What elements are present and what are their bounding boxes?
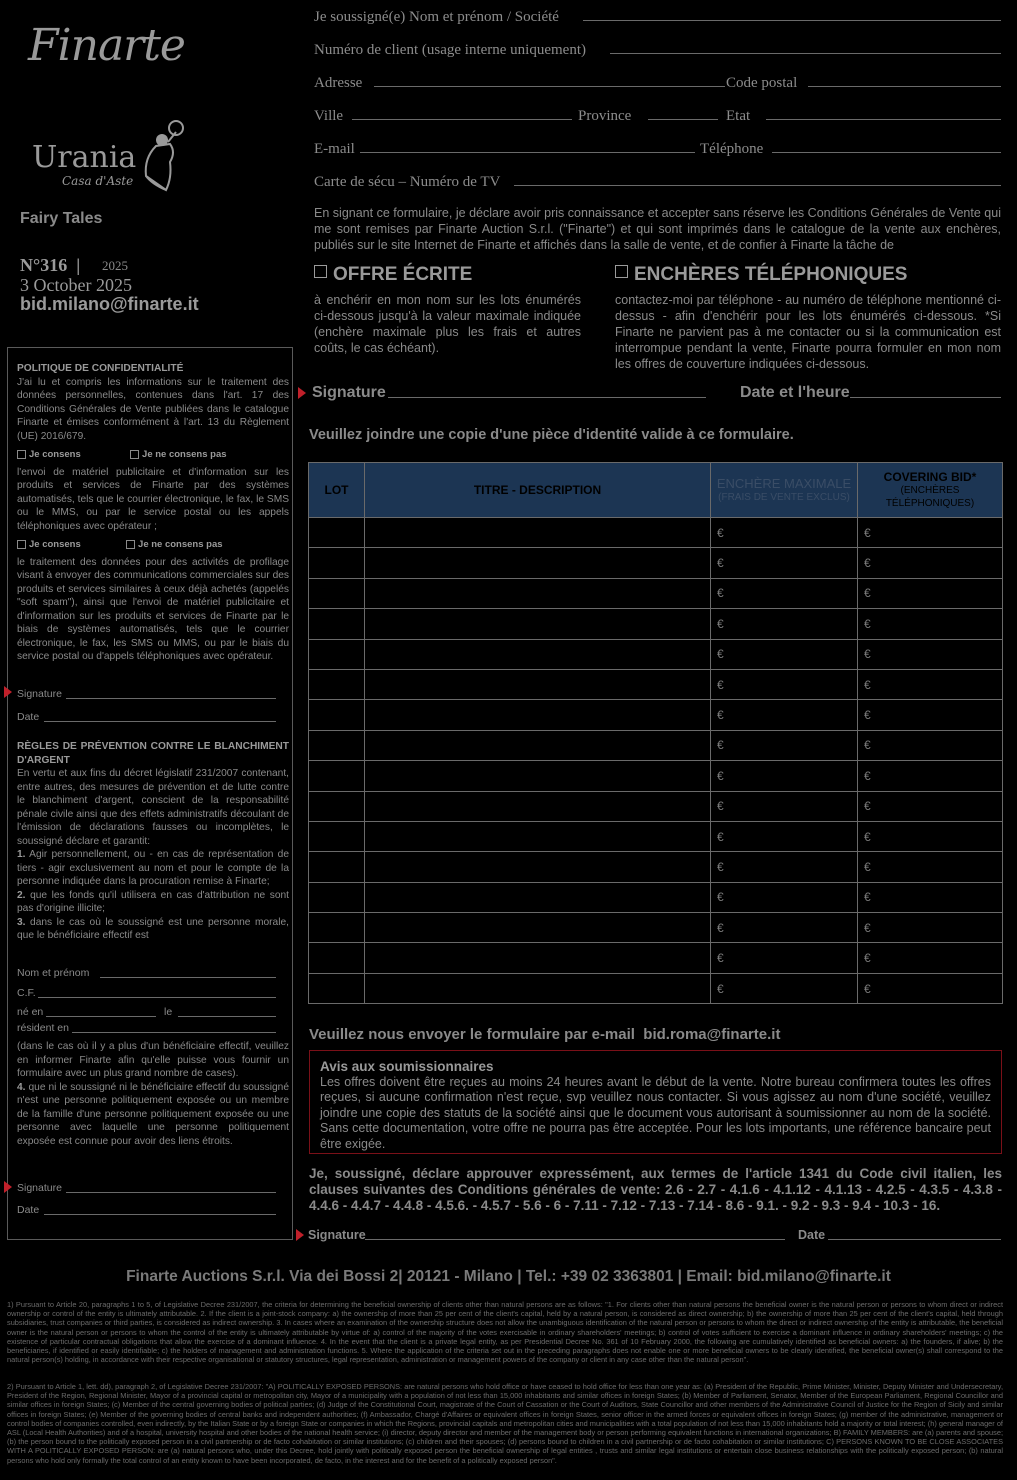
bid-row: [309, 791, 1003, 821]
bid-row: [309, 700, 1003, 730]
beneficiary-name-field[interactable]: [100, 977, 276, 978]
description-cell[interactable]: [365, 609, 711, 639]
covering-bid-cell[interactable]: €: [858, 730, 1003, 760]
bid-row: [309, 882, 1003, 912]
email-label: E-mail: [314, 141, 355, 157]
id-note: Veuillez joindre une copie d'une pièce d'identité valide à ce formulaire.: [309, 427, 794, 443]
description-cell[interactable]: [365, 730, 711, 760]
bid-row: [309, 913, 1003, 943]
birthdate-label: le: [164, 1006, 173, 1018]
written-bid-text: à enchérir en mon nom sur les lots énumérés ci-dessous jusqu'à la valeur maximale indiquée (enchère maximale plus les frais et autres coûts, le cas échéant).: [314, 293, 581, 355]
covering-bid-cell[interactable]: €: [858, 609, 1003, 639]
description-cell[interactable]: [365, 913, 711, 943]
arrow-icon: [4, 1181, 12, 1193]
privacy-text: J'ai lu et compris les informations sur le traitement des données personnelles, contenues dans l'art. 17 des Conditions Générales de Vente publiées dans le catalogue Finarte et émises conformément à l'art. 13 du Règlement (UE) 2016/679.: [17, 376, 289, 442]
bids-table: [308, 462, 1003, 1004]
max-bid-cell[interactable]: €: [711, 943, 858, 973]
urania-logo: Urania: [32, 140, 137, 175]
aml-signature-field[interactable]: [66, 1192, 276, 1193]
signature-field[interactable]: [388, 397, 706, 398]
sale-title: Fairy Tales: [20, 210, 103, 227]
max-bid-cell[interactable]: €: [711, 761, 858, 791]
aml-item-1: 1. Agir personnellement, ou - en cas de représentation de tiers - agir exclusivement au nom et pour le compte de la personne indiquée dans la procuration remise à Finarte;: [17, 849, 289, 887]
lot-cell[interactable]: [309, 669, 365, 699]
description-cell[interactable]: [365, 882, 711, 912]
approval-text: Je, soussigné, déclare approuver expressément, aux termes de l'article 1341 du Code civil italien, les clauses suivantes des Conditions générales de vente: 2.6 - 2.7 - 4.1.6 - 4.1.12 - 4.1.13 - 4.2.5 - 4.3.5 - 4.3.8 - 4.4.6 - 4.4.7 - 4.4.8 - 4.5.6. - 4.5.7 - 5.6 - 6 - 7.11 - 7.12 - 7.13 - 7.14 - 8.6 - 9.1. - 9.2 - 9.3 - 9.4 - 10.3 - 16.: [309, 1166, 1002, 1213]
covering-bid-cell[interactable]: €: [858, 791, 1003, 821]
city-field[interactable]: [352, 119, 572, 120]
finarte-logo: Finarte: [28, 20, 185, 71]
no-consent-checkbox-2[interactable]: [126, 540, 135, 549]
consent-option-1[interactable]: Je consens: [17, 449, 81, 460]
sale-email: bid.milano@finarte.it: [20, 294, 199, 314]
lot-cell[interactable]: [309, 578, 365, 608]
arrow-icon: [4, 686, 12, 698]
phone-label: Téléphone: [700, 141, 764, 157]
aml-item-4: 4. que ni le soussigné ni le bénéficiaire effectif du soussigné n'est une personne politiquement exposée ou un membre de la famille d'une personne politiquement exposée ou une personne avec laquelle une personne politiquement exposée est connue pour avoir des liens étroits.: [17, 1081, 289, 1147]
state-label: Etat: [726, 108, 751, 124]
covering-bid-cell[interactable]: €: [858, 943, 1003, 973]
lot-cell[interactable]: [309, 518, 365, 548]
covering-bid-cell[interactable]: €: [858, 913, 1003, 943]
max-bid-cell[interactable]: €: [711, 518, 858, 548]
lot-cell[interactable]: [309, 791, 365, 821]
title-header: TITRE - DESCRIPTION: [365, 463, 711, 518]
client-number-label: Numéro de client (usage interne uniquement): [314, 42, 586, 58]
privacy-section: [17, 362, 289, 664]
covering-bid-header: COVERING BID* (ENCHÈRES TÉLÉPHONIQUES): [858, 463, 1003, 518]
bottom-signature-label: Signature: [308, 1228, 366, 1242]
covering-bid-cell[interactable]: €: [858, 761, 1003, 791]
max-bid-header: ENCHÈRE MAXIMALE (FRAIS DE VENTE EXCLUS): [711, 463, 858, 518]
send-note: Veuillez nous envoyer le formulaire par e-mail bid.roma@finarte.it: [309, 1026, 781, 1043]
footnote-2: 2) Pursuant to Article 1, lett. dd), paragraph 2, of Legislative Decree 231/2007: "A) POLITICALLY EXPOSED PERSONS: are natural persons who hold office or have ceased to hold office for less than one year as: (a) President of the Republic, Prime Minister, Minister, Deputy Minister and Undersecretary, President of the Region, Regional Minister, Mayor of a provincial capital or metropolitan city, Mayor of a municipality with a population of not less than 15,000 inhabitants and similar offices in foreign States; (b) Member of Parliament, Senator, Member of the European Parliament, Regional Councillor and similar offices in foreign States; (c) Member of the central governing bodies of political parties; (d) Judge of the Constitutional Court, magistrate of the Court of Cassation or the Court of Auditors, State Councillor and other members of the Administrative Council of Justice for the Region of Sicily and similar offices in foreign States; (e) Member of the governing bodies of central banks and independent authorities; (f) Ambassador, Chargé d'Affaires or equivalent offices in foreign States, senior officer in the armed forces or equivalent offices in foreign States; (g) member of the administrative, management or control bodies of companies controlled, even indirectly, by the Italian State or by a foreign State or companies in which the Regions, provincial capitals and metropolitan cities and municipalities with a total population of not less than 15,000 inhabitants hold a majority or total interest; (h) general manager of ASL (Local Health Authorities) and of a hospital, university hospital and other bodies of the national health service; (i) director, deputy director and member of the management body or person performing equivalent functions in international organizations; B) FAMILY MEMBERS: are (a) parents and spouse; (b) the person bound to the politically exposed person in a civil partnership or de facto cohabitation or similar institutions; (c) children and their spouses; (d) persons bound to children in a civil partnership or de facto cohabitation or similar institutions; C) PERSONS KNOWN TO BE CLOSE ASSOCIATES WITH A POLITICALLY EXPOSED PERSON: are (a) natural persons who, under this Decree, hold jointly with politically exposed person the beneficial ownership of legal entities , trusts and similar legal institutions or entertain close business relationships with the politically exposed person; (b) natural persons who hold only formally the total control of an entity known to have been incorporated, de facto, in the interest and for the benefit of a politically exposed person".: [7, 1382, 1003, 1465]
aml-item-3: 3. dans le cas où le soussigné est une personne morale, que le bénéficiaire effectif est: [17, 916, 289, 941]
birthplace-field[interactable]: [46, 1016, 156, 1017]
privacy-date-label: Date: [17, 711, 40, 723]
written-bid-option[interactable]: OFFRE ÉCRITE: [314, 264, 472, 286]
urania-figure-icon: [126, 118, 192, 194]
birthplace-label: né en: [17, 1006, 44, 1018]
birthdate-field[interactable]: [178, 1016, 276, 1017]
date-time-label: Date et l'heure: [740, 384, 850, 401]
bid-row: [309, 730, 1003, 760]
bid-row: [309, 578, 1003, 608]
covering-bid-cell[interactable]: €: [858, 821, 1003, 851]
notice-title: Avis aux soumissionnaires: [320, 1059, 494, 1074]
state-field[interactable]: [766, 119, 1001, 120]
max-bid-cell[interactable]: €: [711, 609, 858, 639]
covering-bid-cell[interactable]: €: [858, 578, 1003, 608]
max-bid-cell[interactable]: €: [711, 700, 858, 730]
lot-cell[interactable]: [309, 882, 365, 912]
max-bid-cell[interactable]: €: [711, 669, 858, 699]
aml-date-label: Date: [17, 1204, 40, 1216]
postal-code-field[interactable]: [808, 86, 1001, 87]
covering-bid-cell[interactable]: €: [858, 700, 1003, 730]
covering-bid-cell[interactable]: €: [858, 882, 1003, 912]
privacy-title: POLITIQUE DE CONFIDENTIALITÉ: [17, 363, 184, 374]
description-cell[interactable]: [365, 943, 711, 973]
privacy-signature-label: Signature: [17, 688, 62, 700]
lot-cell[interactable]: [309, 639, 365, 669]
aml-date-field[interactable]: [44, 1214, 276, 1215]
lot-cell[interactable]: [309, 609, 365, 639]
bid-row: [309, 821, 1003, 851]
lot-cell[interactable]: [309, 973, 365, 1003]
province-field[interactable]: [648, 119, 718, 120]
arrow-icon: [298, 387, 306, 399]
max-bid-cell[interactable]: €: [711, 639, 858, 669]
beneficiary-cf-field[interactable]: [38, 997, 276, 998]
max-bid-cell[interactable]: €: [711, 913, 858, 943]
max-bid-cell[interactable]: €: [711, 548, 858, 578]
max-bid-cell[interactable]: €: [711, 791, 858, 821]
lot-header: LOT: [309, 463, 365, 518]
lot-cell[interactable]: [309, 761, 365, 791]
notice-text: Les offres doivent être reçues au moins 24 heures avant le début de la vente. Notre bureau confirmera toutes les offres reçues, si aucune confirmation n'est reçue, svp veuillez nous contacter. Si vous agissez au nom d'une société, veuillez joindre une copie des statuts de la société ainsi que le document vous autorisant à soumissionner au nom de la société. Sans cette documentation, votre offre ne pourra pas être acceptée. Pour les lots importants, une référence bancaire peut être exigée.: [320, 1074, 991, 1151]
bid-row: [309, 852, 1003, 882]
max-bid-cell[interactable]: €: [711, 852, 858, 882]
description-cell[interactable]: [365, 639, 711, 669]
bid-row: [309, 973, 1003, 1003]
sale-number: N°316 |: [20, 255, 81, 275]
description-cell[interactable]: [365, 791, 711, 821]
footnote-1: 1) Pursuant to Article 20, paragraphs 1 to 5, of Legislative Decree 231/2007, the criteria for determining the beneficial ownership of clients other than natural persons are as follows: "1. For clients other than natural persons the beneficial owner is the natural person or persons to whom direct or indirect ownership or control of the entity is ultimately attributable. 2. If the client is a joint-stock company: a) the ownership of more than 25 per cent of the client's capital, held by a natural person, is considered as direct ownership; b) the ownership of more than 25 per cent of the client's capital, held through subsidiaries, trust companies or third parties, is considered as indirect ownership. 3. In cases where an examination of the ownership structure does not allow the unambiguous identification of the natural person or persons to whom the direct or indirect ownership of the entity is attributable, the beneficial owner is the natural person or persons to whom the control of the entity is ultimately attributable by virtue of: a) control of the majority of the votes exercisable in ordinary shareholders' meetings; b) control of votes sufficient to exercise a dominant influence in ordinary shareholders' meetings; c) the existence of particular contractual obligations that allow the exercise of a dominant influence. 4. In the event that the client is a private legal entity, as per Presidential Decree No. 361 of 10 February 2000, the following are cumulatively identified as beneficial owners: a) the founders, if alive; b) the beneficiaries, if identified or easily identifiable; c) the holders of management and administration functions. 5. Where the application of the criteria set out in the preceding paragraphs does not enable one or more beneficial owners to be clearly identified, the beneficial owner(s) shall correspond to the natural person(s) holding, in accordance with their respective organisational or statutory structures, legal representation, administration or management powers of the company or client in any case other than the natural person".: [7, 1300, 1003, 1365]
aml-intro: En vertu et aux fins du décret législatif 231/2007 contenant, entre autres, des mesures de prévention et de lutte contre le blanchiment d'argent, conscient de la responsabilité pénale civile ainsi que des effets administratifs découlant de l'émission de déclarations fausses ou incomplètes, le soussigné déclare et garantit:: [17, 768, 289, 847]
arrow-icon: [296, 1229, 304, 1241]
bid-row: [309, 548, 1003, 578]
social-security-field[interactable]: [514, 185, 1001, 186]
bid-row: [309, 943, 1003, 973]
name-field[interactable]: [583, 20, 1001, 21]
address-label: Adresse: [314, 75, 363, 91]
description-cell[interactable]: [365, 821, 711, 851]
postal-code-label: Code postal: [726, 75, 798, 91]
description-cell[interactable]: [365, 548, 711, 578]
bid-row: [309, 518, 1003, 548]
lot-cell[interactable]: [309, 700, 365, 730]
no-consent-option-1[interactable]: Je ne consens pas: [130, 449, 226, 460]
lot-cell[interactable]: [309, 821, 365, 851]
lot-cell[interactable]: [309, 852, 365, 882]
consent-checkbox-1[interactable]: [17, 450, 26, 459]
covering-bid-cell[interactable]: €: [858, 669, 1003, 699]
description-cell[interactable]: [365, 518, 711, 548]
address-field[interactable]: [374, 86, 725, 87]
profiling-text: le traitement des données pour des activités de profilage visant à envoyer des communications commerciales sur des produits et services similaires à ceux déjà achetés (appelés "soft spam"), ainsi que l'envoi de matériel publicitaire et d'information sur les produits et services de Finarte par le biais de systèmes automatisés, tels que le courrier électronique, le fax, les SMS ou MMS, ou par le biais du service postal ou d'appels téléphoniques avec opérateur.: [17, 556, 289, 662]
no-consent-checkbox-1[interactable]: [130, 450, 139, 459]
lot-cell[interactable]: [309, 943, 365, 973]
bottom-signature-field[interactable]: [365, 1239, 785, 1240]
social-security-label: Carte de sécu – Numéro de TV: [314, 174, 501, 190]
description-cell[interactable]: [365, 669, 711, 699]
urania-logo-subtitle: Casa d'Aste: [62, 174, 134, 188]
aml-multiple-note: (dans le cas où il y a plus d'un bénéficiaire effectif, veuillez en informer Finarte afin qu'elle puisse vous fournir un formulaire avec un plus grand nombre de cases).: [17, 1041, 289, 1079]
max-bid-cell[interactable]: €: [711, 973, 858, 1003]
bottom-date-field[interactable]: [828, 1239, 1001, 1240]
sale-date: 3 October 2025: [20, 275, 132, 295]
intro-text: En signant ce formulaire, je déclare avoir pris connaissance et accepter sans réserve les Conditions Générales de Vente qui me sont remises par Finarte Auction S.r.l. ("Finarte") et qui sont imprimés dans le catalogue de la vente aux enchères, publiés sur le site Internet de Finarte et affichés dans la salle de vente, et de confier à Finarte la tâche de: [314, 206, 1001, 252]
covering-bid-cell[interactable]: €: [858, 852, 1003, 882]
email-field[interactable]: [360, 152, 695, 153]
residence-label: résident en: [17, 1022, 69, 1034]
lot-cell[interactable]: [309, 913, 365, 943]
bid-row: [309, 761, 1003, 791]
date-time-field[interactable]: [850, 397, 1001, 398]
max-bid-cell[interactable]: €: [711, 882, 858, 912]
phone-bid-text: contactez-moi par téléphone - au numéro de téléphone mentionné ci-dessus - afin d'enchérir pour les lots énumérés ci-dessous. *Si Finarte ne parvient pas à me contacter ou si la communication est interrompue pendant la vente, Finarte pourra formuler en mon nom les offres de couverture indiquées ci-dessous.: [615, 293, 1001, 371]
description-cell[interactable]: [365, 852, 711, 882]
aml-section: [17, 740, 289, 943]
client-number-field[interactable]: [610, 53, 1001, 54]
privacy-signature-field[interactable]: [66, 698, 276, 699]
covering-bid-cell[interactable]: €: [858, 548, 1003, 578]
marketing-text: l'envoi de matériel publicitaire et d'information sur les produits et services de Finarte par des systèmes automatisés, tels que le courrier électronique, le fax, le SMS ou le MMS, ou par le service postal ou les appels téléphoniques avec opérateur ;: [17, 466, 289, 532]
bid-row: [309, 639, 1003, 669]
beneficiary-name-label: Nom et prénom: [17, 967, 90, 979]
lot-cell[interactable]: [309, 730, 365, 760]
covering-bid-cell[interactable]: €: [858, 639, 1003, 669]
consent-checkbox-2[interactable]: [17, 540, 26, 549]
max-bid-cell[interactable]: €: [711, 821, 858, 851]
lot-cell[interactable]: [309, 548, 365, 578]
bid-row: [309, 609, 1003, 639]
residence-field[interactable]: [72, 1032, 276, 1033]
beneficiary-cf-label: C.F.: [17, 987, 36, 999]
no-consent-option-2[interactable]: Je ne consens pas: [126, 539, 222, 550]
written-bid-checkbox[interactable]: [314, 265, 327, 278]
phone-field[interactable]: [772, 152, 1001, 153]
aml-signature-label: Signature: [17, 1182, 62, 1194]
province-label: Province: [578, 108, 632, 124]
city-label: Ville: [314, 108, 344, 124]
sale-year: 2025: [102, 258, 128, 273]
bid-row: [309, 669, 1003, 699]
signature-label: Signature: [312, 384, 386, 401]
aml-title: RÈGLES DE PRÉVENTION CONTRE LE BLANCHIMENT D'ARGENT: [17, 741, 289, 766]
notice-box: [309, 1050, 1002, 1154]
phone-bid-checkbox[interactable]: [615, 265, 628, 278]
max-bid-cell[interactable]: €: [711, 730, 858, 760]
consent-option-2[interactable]: Je consens: [17, 539, 81, 550]
description-cell[interactable]: [365, 578, 711, 608]
description-cell[interactable]: [365, 700, 711, 730]
privacy-date-field[interactable]: [44, 721, 276, 722]
phone-bid-option[interactable]: ENCHÈRES TÉLÉPHONIQUES: [615, 264, 907, 286]
max-bid-cell[interactable]: €: [711, 578, 858, 608]
description-cell[interactable]: [365, 973, 711, 1003]
description-cell[interactable]: [365, 761, 711, 791]
footer-contact: Finarte Auctions S.r.l. Via dei Bossi 2| 20121 - Milano | Tel.: +39 02 3363801 | Email: bid.milano@finarte.it: [126, 1268, 891, 1285]
aml-section-2: [17, 1040, 289, 1148]
name-label: Je soussigné(e) Nom et prénom / Société: [314, 9, 559, 25]
covering-bid-cell[interactable]: €: [858, 973, 1003, 1003]
aml-item-2: 2. que les fonds qu'il utilisera en cas d'attribution ne sont pas d'origine illicite;: [17, 889, 289, 914]
covering-bid-cell[interactable]: €: [858, 518, 1003, 548]
bottom-date-label: Date: [798, 1228, 826, 1242]
